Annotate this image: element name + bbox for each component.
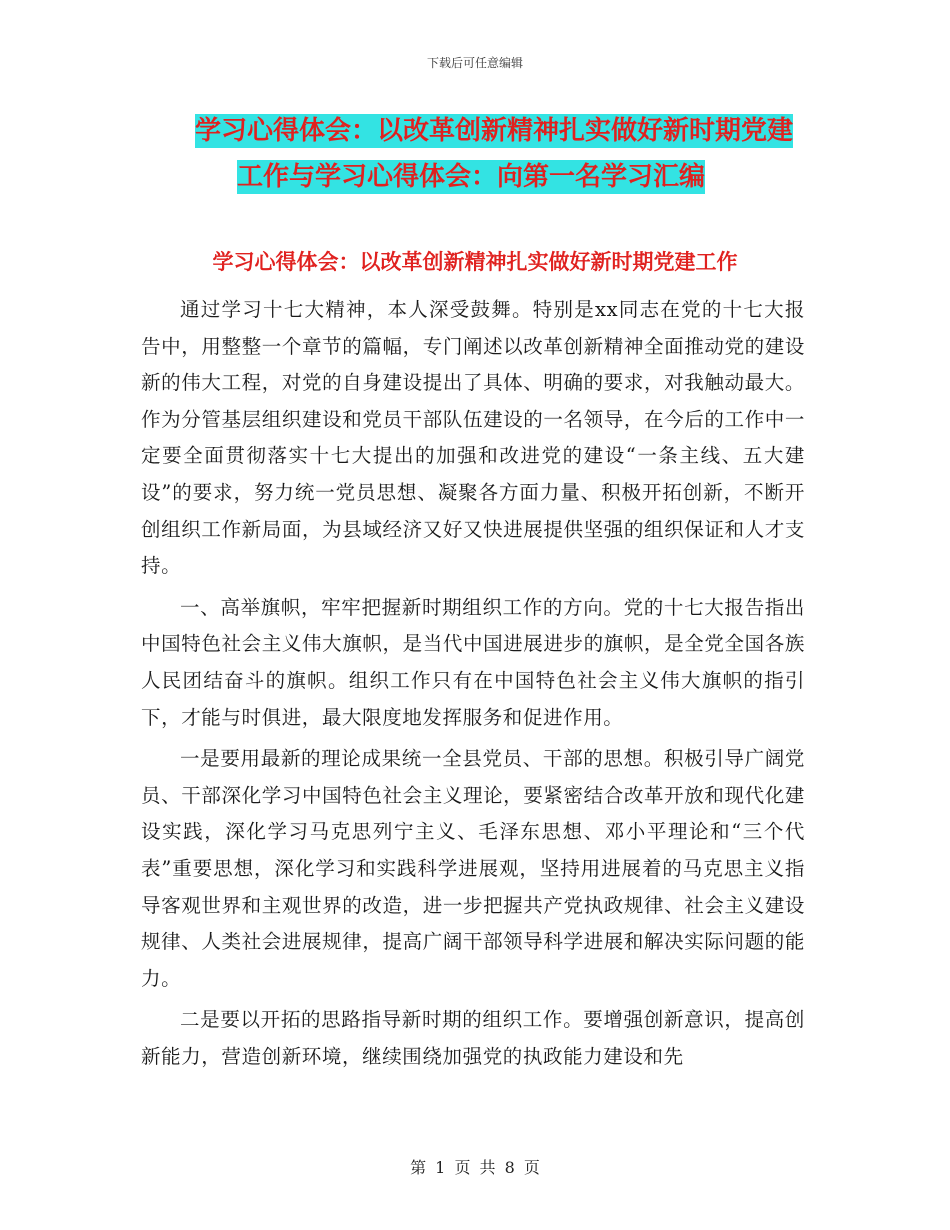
- document-title-line-2: [150, 154, 830, 200]
- document-title-line-1: [150, 108, 830, 154]
- paragraph: 一、高举旗帜，牢牢把握新时期组织工作的方向。党的十七大报告指出中国特色社会主义伟大旗帜，是当代中国进展进步的旗帜，是全党全国各族人民团结奋斗的旗帜。组织工作只有在中国特色社会主义伟大旗帜的指引下，才能与时俱进，最大限度地发挥服务和促进作用。: [141, 595, 805, 729]
- section-title: 学习心得体会：以改革创新精神扎实做好新时期党建工作: [212, 250, 738, 274]
- title-highlight-2: 工作与学习心得体会：向第一名学习汇编: [237, 162, 706, 192]
- paragraph: 二是要以开拓的思路指导新时期的组织工作。要增强创新意识，提高创新能力，营造创新环境，继续围绕加强党的执政能力建设和先: [141, 1008, 805, 1068]
- title-highlight-1: 学习心得体会：以改革创新精神扎实做好新时期党建: [195, 116, 794, 146]
- body-text: [141, 292, 805, 1080]
- paragraph: 一是要用最新的理论成果统一全县党员、干部的思想。积极引导广阔党员、干部深化学习中国特色社会主义理论，要紧密结合改革开放和现代化建设实践，深化学习马克思列宁主义、毛泽东思想、邓小平理论和“三个代表”重要思想，深化学习和实践科学进展观，坚持用进展着的马克思主义指导客观世界和主观世界的改造，进一步把握共产党执政规律、社会主义建设规律、人类社会进展规律，提高广阔干部领导科学进展和解决实际问题的能力。: [141, 747, 805, 990]
- header-note: 下载后可任意编辑: [426, 56, 523, 70]
- document-title: [150, 108, 830, 200]
- paragraph: 通过学习十七大精神，本人深受鼓舞。特别是xx同志在党的十七大报告中，用整整一个章节的篇幅，专门阐述以改革创新精神全面推动党的建设新的伟大工程，对党的自身建设提出了具体、明确的要求，对我触动最大。作为分管基层组织建设和党员干部队伍建设的一名领导，在今后的工作中一定要全面贯彻落实十七大提出的加强和改进党的建设“一条主线、五大建设”的要求，努力统一党员思想、凝聚各方面力量、积极开拓创新，不断开创组织工作新局面，为县域经济又好又快进展提供坚强的组织保证和人才支持。: [141, 298, 805, 578]
- page-footer: 第 1 页 共 8 页: [410, 1158, 540, 1177]
